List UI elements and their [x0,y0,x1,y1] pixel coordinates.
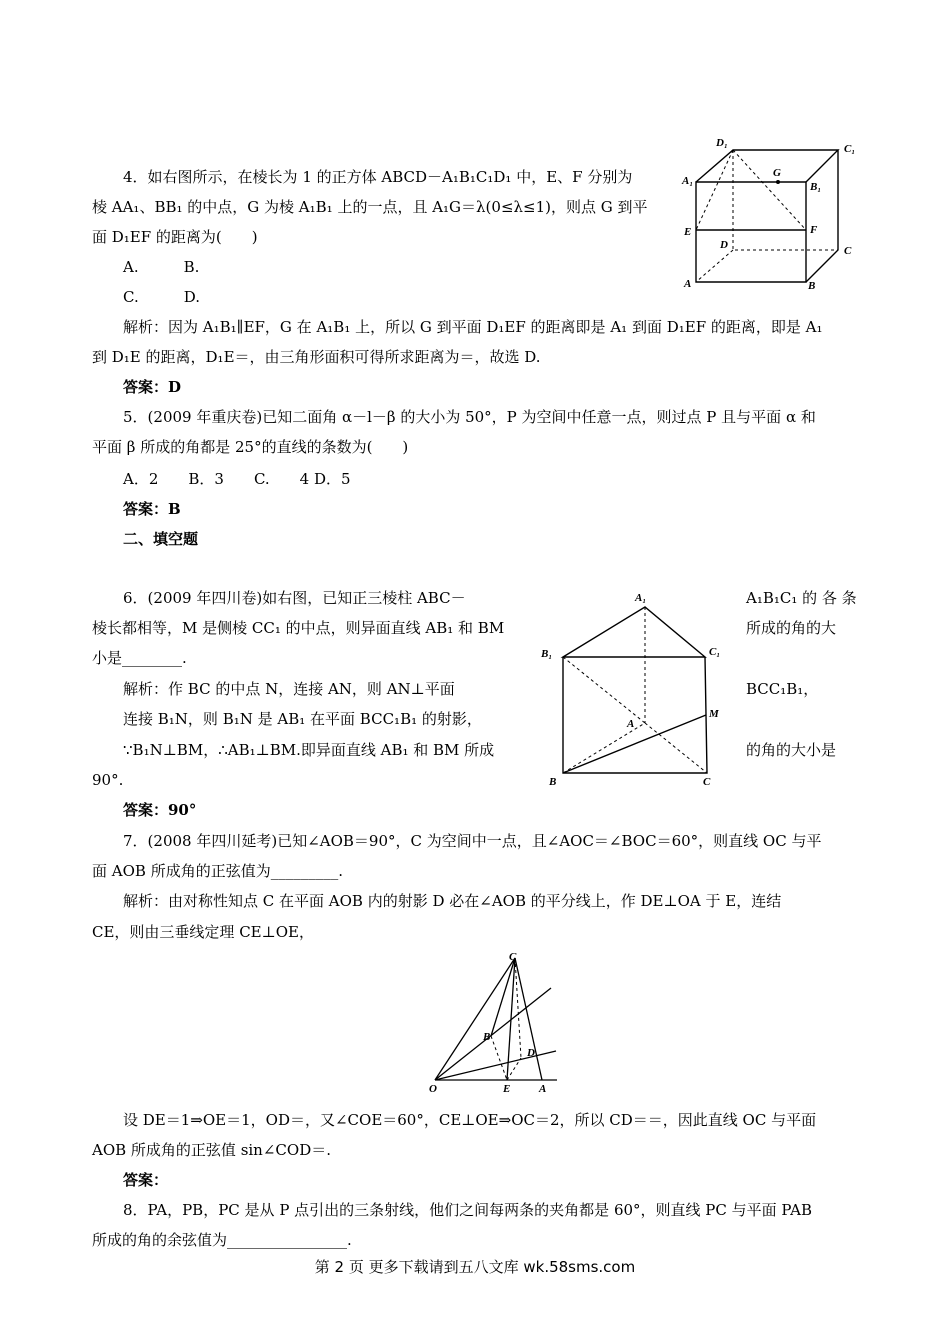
label-d: D [527,1047,535,1059]
label-a: A [539,1083,547,1095]
label-d: D [720,239,728,251]
q5-options: A．2 B．3 C. 4 D．5 [123,470,351,488]
q4-solution-2: 到 D₁E 的距离，D₁E＝，由三角形面积可得所求距离为＝，故选 D. [92,348,541,366]
q4-line-2: 棱 AA₁、BB₁ 的中点，G 为棱 A₁B₁ 上的一点，且 A₁G＝λ(0≤λ≤1)，则点 G 到平 [92,198,648,216]
q5-line-2: 平面 β 所成的角都是 25°的直线的条数为( ) [92,438,409,456]
q6-answer: 答案：90° [123,801,197,819]
page-footer: 第 2 页 更多下载请到五八文库 wk.58sms.com [314,1258,636,1276]
label-m: M [709,708,719,720]
q6-line-3: 小是________. [92,649,187,667]
q6-line-1-left: 6．(2009 年四川卷)如右图，已知正三棱柱 ABC－ [123,589,466,607]
q6-solution-4: 90°. [92,771,124,789]
q6-solution-2: 连接 B₁N，则 B₁N 是 AB₁ 在平面 BCC₁B₁ 的射影， [123,710,482,728]
q4-options-cd: C. D. [123,288,200,306]
label-c1: C₁ [709,646,721,658]
label-b: B [549,776,557,788]
q7-solution-4: AOB 所成角的正弦值 sin∠COD＝. [92,1141,331,1159]
label-a: A [684,278,692,290]
q4-options-ab: A. B. [123,258,200,276]
q7-solution-3: 设 DE＝1⇒OE＝1，OD＝，又∠COE＝60°，CE⊥OE⇒OC＝2，所以 CD＝＝，因此直线 OC 与平面 [123,1111,817,1129]
label-a1: A₁ [635,592,647,604]
q7-solution-1: 解析：由对称性知点 C 在平面 AOB 内的射影 D 必在∠AOB 的平分线上，作 DE⊥OA 于 E，连结 [123,892,782,910]
q6-line-2-left: 棱长都相等，M 是侧棱 CC₁ 的中点，则异面直线 AB₁ 和 BM [92,619,505,637]
section-fill-in: 二、填空题 [123,530,199,548]
label-e: E [684,226,692,238]
q7-line-2: 面 AOB 所成角的正弦值为_________. [92,862,343,880]
q5-line-1: 5．(2009 年重庆卷)已知二面角 α－l－β 的大小为 50°，P 为空间中任意一点，则过点 P 且与平面 α 和 [123,408,816,426]
label-c: C [509,951,517,963]
q6-solution-1-left: 解析：作 BC 的中点 N，连接 AN，则 AN⊥平面 [123,680,455,698]
q6-solution-3-right: 的角的大小是 [746,741,837,759]
q5-answer: 答案：B [123,500,181,518]
label-o: O [429,1083,437,1095]
prism-figure [535,585,735,790]
q7-line-1: 7．(2008 年四川延考)已知∠AOB＝90°，C 为空间中一点，且∠AOC＝∠BOC＝60°，则直线 OC 与平 [123,832,822,850]
q8-line-1: 8．PA，PB，PC 是从 P 点引出的三条射线，他们之间每两条的夹角都是 60°，则直线 PC 与平面 PAB [123,1201,812,1219]
label-b: B [483,1031,491,1043]
q6-solution-3-left: ∵B₁N⊥BM，∴AB₁⊥BM.即异面直线 AB₁ 和 BM 所成 [123,741,495,759]
label-c1: C₁ [844,143,856,155]
label-b1: B₁ [810,181,822,193]
q6-line-1-right: A₁B₁C₁ 的 各 条 [746,589,857,607]
label-f: F [810,224,818,236]
cube-figure [678,132,863,294]
q4-line-1: 4．如右图所示，在棱长为 1 的正方体 ABCD－A₁B₁C₁D₁ 中，E、F 分别为 [123,168,633,186]
q8-line-2: 所成的角的余弦值为________________. [92,1231,352,1249]
q4-solution-1: 解析：因为 A₁B₁∥EF，G 在 A₁B₁ 上，所以 G 到平面 D₁EF 的距离即是 A₁ 到面 D₁EF 的距离，即是 A₁ [123,318,823,336]
q4-answer: 答案：D [123,378,182,396]
q6-line-2-right: 所成的角的大 [746,619,837,637]
label-d1: D₁ [716,137,728,149]
label-e: E [503,1083,511,1095]
q7-answer: 答案： [123,1171,169,1189]
label-a1: A₁ [682,175,694,187]
q6-solution-1-right: BCC₁B₁， [746,680,819,698]
q7-solution-2: CE，则由三垂线定理 CE⊥OE， [92,923,314,941]
label-g: G [773,167,781,179]
angle-figure [425,948,565,1096]
label-b1: B₁ [541,648,553,660]
label-c: C [703,776,711,788]
q4-line-3: 面 D₁EF 的距离为( ) [92,228,258,246]
label-c: C [844,245,852,257]
label-a: A [627,718,635,730]
label-b: B [808,280,816,292]
